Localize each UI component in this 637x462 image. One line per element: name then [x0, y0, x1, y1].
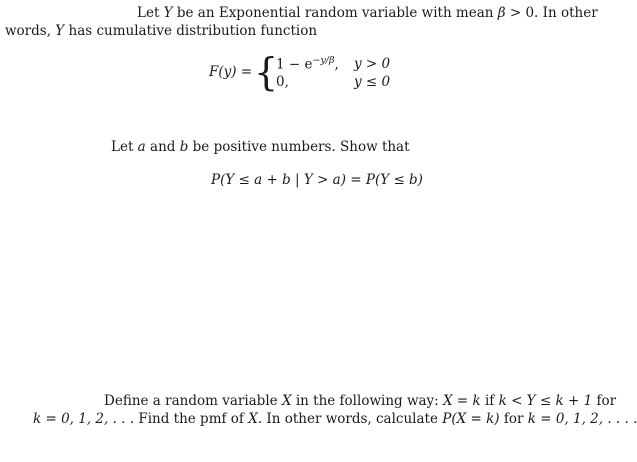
- define-line-1: [104, 393, 616, 409]
- define-text: for: [499, 411, 528, 427]
- intro-line-2: [5, 23, 317, 39]
- define-text: Find the pmf of: [134, 411, 249, 427]
- intro-text: words,: [5, 23, 56, 39]
- show-text: be positive numbers. Show that: [188, 139, 410, 155]
- cdf-case-2-condition: y ≤ 0: [354, 74, 391, 90]
- show-text: Let: [111, 139, 138, 155]
- cdf-case-2-value: 0,: [276, 74, 289, 90]
- cdf-arg: (y): [218, 64, 237, 80]
- intro-text: Let: [137, 5, 164, 21]
- k-range: k = 0, 1, 2, . . . .: [527, 411, 637, 427]
- k-range: k = 0, 1, 2, . . .: [33, 411, 135, 427]
- pmf-expression: P(X = k): [442, 411, 500, 427]
- intro-line-1: [137, 5, 598, 21]
- cdf-case-1: [276, 55, 339, 73]
- cdf-lhs: [209, 64, 252, 80]
- cdf-f: F: [209, 64, 219, 80]
- cdf-case-1-condition: y > 0: [354, 56, 391, 72]
- define-text: if: [480, 393, 499, 409]
- define-text: Define a random variable: [104, 393, 282, 409]
- define-line-2: [33, 411, 637, 427]
- show-text: and: [145, 139, 180, 155]
- define-text: for: [592, 393, 617, 409]
- cdf-comma: ,: [334, 56, 339, 73]
- define-text: in the following way:: [291, 393, 444, 409]
- variable-x: X: [281, 393, 292, 409]
- variable-a: a: [137, 139, 146, 155]
- cdf-equals: =: [236, 64, 253, 80]
- cdf-case-1-value: 1 − e: [276, 56, 313, 73]
- variable-y: Y: [163, 5, 173, 21]
- left-brace: {: [254, 50, 279, 94]
- variable-y: Y: [55, 23, 65, 39]
- intro-text: be an Exponential random variable with mean: [172, 5, 498, 21]
- beta-symbol: β: [497, 5, 506, 21]
- cdf-exponent: −y/β: [312, 55, 335, 66]
- define-text: . In other words, calculate: [257, 411, 443, 427]
- intro-text: has cumulative distribution function: [64, 23, 318, 39]
- show-that-line: [111, 139, 410, 155]
- intro-text: > 0. In other: [505, 5, 598, 21]
- memoryless-equation: P(Y ≤ a + b | Y > a) = P(Y ≤ b): [211, 172, 423, 188]
- definition-equals: X = k: [443, 393, 481, 409]
- variable-b: b: [179, 139, 189, 155]
- definition-range: k < Y ≤ k + 1: [498, 393, 593, 409]
- variable-x: X: [248, 411, 258, 427]
